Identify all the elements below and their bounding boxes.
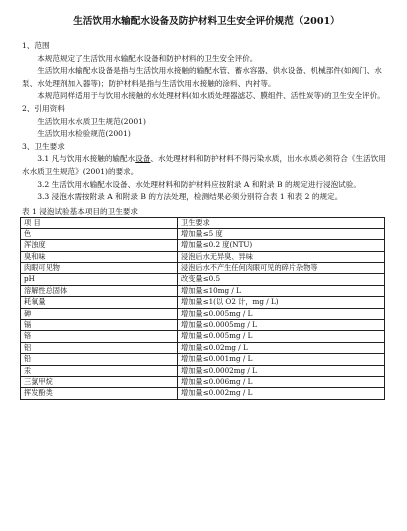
header-requirement: 卫生要求 — [178, 217, 385, 228]
cell-item: 浑浊度 — [21, 240, 178, 251]
cell-requirement: 增加量≤0.005mg / L — [178, 308, 385, 319]
cell-item: 色 — [21, 228, 178, 239]
cell-requirement: 增加量≤0.005mg / L — [178, 331, 385, 342]
table-row — [21, 251, 385, 262]
cell-item: 汞 — [21, 365, 178, 376]
reference-1: 生活饮用水水质卫生规范(2001) — [37, 116, 146, 126]
table-row — [21, 365, 385, 376]
table-row — [21, 262, 385, 273]
clause-3-3: 3.3 浸泡水需按附录 A 和附录 B 的方法处理，检测结果必须分别符合表 1 和表 2 的规定。 — [37, 192, 343, 202]
clause-3-2: 3.2 生活饮用水输配水设备、水处理材料和防护材料应按附录 A 和附录 B 的规定进行浸泡试验。 — [37, 179, 361, 189]
table-row — [21, 388, 385, 399]
table-row — [21, 297, 385, 308]
cell-item: 耗氧量 — [21, 297, 178, 308]
table-row — [21, 331, 385, 342]
cell-requirement: 增加量≤0.02mg / L — [178, 342, 385, 353]
header-item: 项 目 — [21, 217, 178, 228]
cell-item: 臭和味 — [21, 251, 178, 262]
cell-requirement: 浸泡后水无异臭、异味 — [178, 251, 385, 262]
table-body — [21, 228, 385, 399]
section-1-paragraph-3: 本规范同样适用于与饮用水接触的水处理材料(如水质处理器滤芯、膜组件、活性炭等)的卫生安全评价。 — [37, 91, 385, 101]
reference-2: 生活饮用水检验规范(2001) — [37, 129, 131, 139]
table-caption: 表 1 浸泡试验基本项目的卫生要求 — [22, 206, 138, 216]
cell-item: 镉 — [21, 319, 178, 330]
cell-requirement: 增加量≤1(以 O2 计，mg / L) — [178, 297, 385, 308]
cell-requirement: 浸泡后水不产生任何肉眼可见的碎片杂物等 — [178, 262, 385, 273]
table-row — [21, 274, 385, 285]
cell-requirement: 改变量≤0.5 — [178, 274, 385, 285]
section-3-heading: 3、卫生要求 — [22, 141, 65, 151]
cell-requirement: 增加量≤5 度 — [178, 228, 385, 239]
cell-requirement: 增加量≤0.2 度(NTU) — [178, 240, 385, 251]
table-row — [21, 285, 385, 296]
hygiene-requirements-table — [20, 217, 385, 400]
clause-3-1 — [22, 153, 391, 178]
cell-item: 铝 — [21, 342, 178, 353]
cell-item: 溶解性总固体 — [21, 285, 178, 296]
cell-requirement: 增加量≤0.001mg / L — [178, 354, 385, 365]
cell-item: 三氯甲烷 — [21, 377, 178, 388]
section-1-paragraph-2: 生活饮用水输配水设备是指与生活饮用水接触的输配水管、蓄水容器、供水设备、机械部件(如阀门、水泵、水处理剂加入器等)；防护材料是指与生活饮用水接触的涂料、内衬等。 — [22, 66, 382, 88]
table-header-row — [21, 217, 385, 228]
table-row — [21, 240, 385, 251]
section-1-heading: 1、范围 — [22, 41, 50, 50]
table-row — [21, 319, 385, 330]
table-row — [21, 377, 385, 388]
table-row — [21, 228, 385, 239]
section-1-paragraph-1: 本规范规定了生活饮用水输配水设备和防护材料的卫生安全评价。 — [37, 53, 258, 63]
table-row — [21, 308, 385, 319]
section-2-heading: 2、引用资料 — [22, 103, 65, 113]
cell-item: 铬 — [21, 331, 178, 342]
clause-3-1-end: 、水处理材料和防护材料不得污染水质，出水水质必须符合《生活饮用水水质卫生规范》(2001)的要求。 — [22, 154, 386, 176]
clause-3-1-underlined: 设备 — [135, 154, 151, 164]
cell-requirement: 增加量≤0.002mg / L — [178, 388, 385, 399]
cell-requirement: 增加量≤0.006mg / L — [178, 377, 385, 388]
table-row — [21, 354, 385, 365]
cell-requirement: 增加量≤0.0005mg / L — [178, 319, 385, 330]
cell-requirement: 增加量≤0.0002mg / L — [178, 365, 385, 376]
cell-item: 挥发酚类 — [21, 388, 178, 399]
table-row — [21, 342, 385, 353]
document-title: 生活饮用水输配水设备及防护材料卫生安全评价规范（2001） — [73, 16, 340, 27]
clause-3-1-start: 3.1 凡与饮用水接触的输配水 — [37, 154, 136, 164]
cell-requirement: 增加量≤10mg / L — [178, 285, 385, 296]
cell-item: 肉眼可见物 — [21, 262, 178, 273]
cell-item: pH — [21, 274, 178, 285]
cell-item: 砷 — [21, 308, 178, 319]
cell-item: 铅 — [21, 354, 178, 365]
